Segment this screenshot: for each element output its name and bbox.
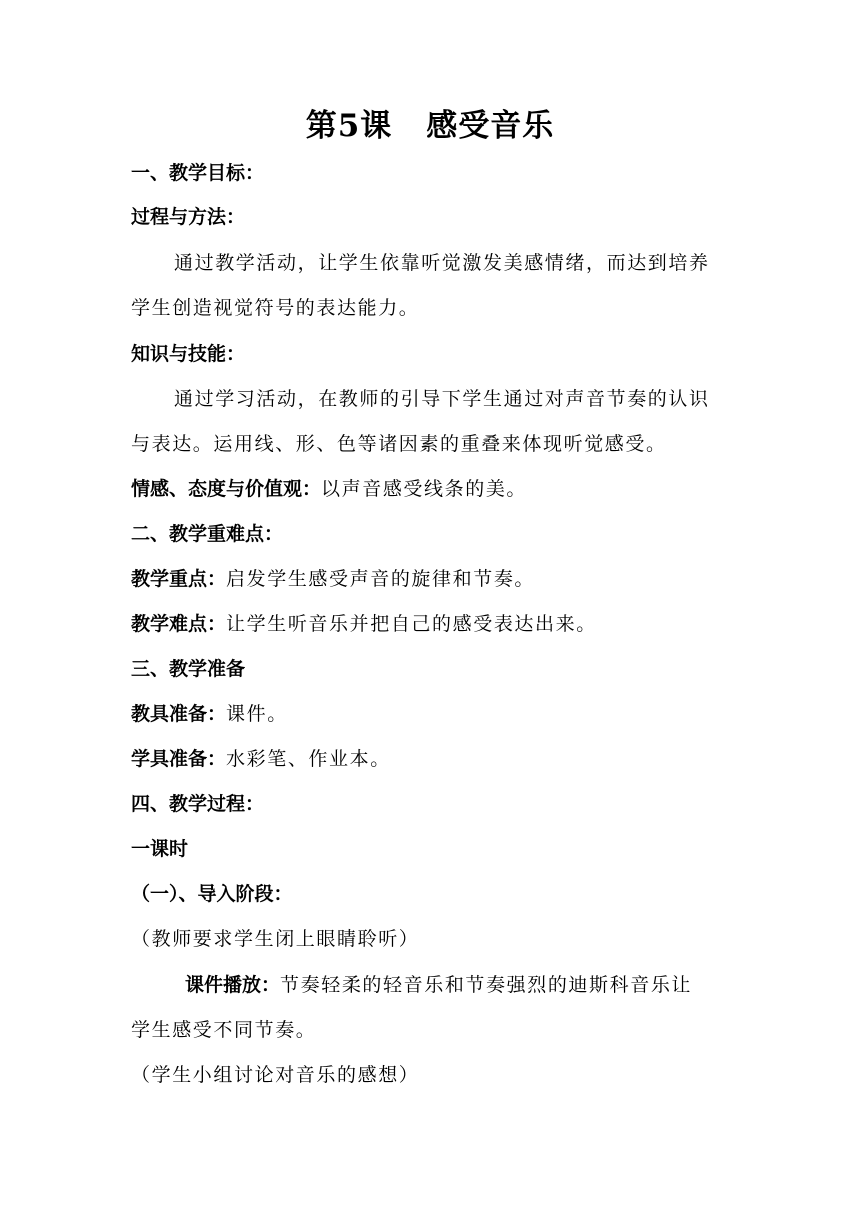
stage1-note-1: （教师要求学生闭上眼睛聆听）: [131, 928, 420, 950]
process-heading: 四、教学过程：: [131, 793, 265, 815]
page-title: [0, 104, 860, 148]
stage1-heading: （一）、导入阶段：: [131, 883, 293, 905]
student-prep-label: 学具准备：: [131, 748, 227, 770]
knowledge-skill-paragraph-line-1: 通过学习活动，在教师的引导下学生通过对声音节奏的认识: [174, 388, 710, 410]
difficulty-text: 让学生听音乐并把自己的感受表达出来。: [226, 613, 597, 635]
stage1-note-2: （学生小组讨论对音乐的感想）: [131, 1064, 420, 1086]
emotion-text: 以声音感受线条的美。: [321, 478, 528, 500]
difficulty-line: [131, 610, 731, 638]
knowledge-skill-heading: 知识与技能：: [131, 343, 246, 365]
key-points-heading: 二、教学重难点：: [131, 523, 284, 545]
knowledge-skill-paragraph-line-2: 与表达。运用线、形、色等诸因素的重叠来体现听觉感受。: [131, 433, 667, 455]
prep-heading: 三、教学准备: [131, 658, 246, 680]
lesson-topic: 感受音乐: [426, 108, 555, 144]
key-point-text: 启发学生感受声音的旋律和节奏。: [226, 568, 536, 590]
courseware-text-line-2: 学生感受不同节奏。: [131, 1019, 317, 1041]
process-method-heading: 过程与方法：: [131, 206, 246, 228]
process-method-paragraph-line-2: 学生创造视觉符号的表达能力。: [131, 297, 420, 319]
emotion-label: 情感、态度与价值观：: [131, 478, 322, 500]
emotion-line: [131, 475, 731, 503]
teacher-prep-line: [131, 700, 731, 728]
objectives-heading: 一、教学目标：: [131, 162, 265, 184]
period-label: 一课时: [131, 838, 189, 860]
key-point-label: 教学重点：: [131, 568, 227, 590]
key-point-line: [131, 565, 731, 593]
courseware-line: [185, 971, 785, 999]
student-prep-line: [131, 745, 731, 773]
courseware-text: 节奏轻柔的轻音乐和节奏强烈的迪斯科音乐让: [280, 974, 693, 996]
student-prep-text: 水彩笔、作业本。: [226, 748, 391, 770]
lesson-number: 第5课: [305, 108, 393, 144]
courseware-label: 课件播放：: [185, 974, 281, 996]
teacher-prep-text: 课件。: [226, 703, 288, 725]
process-method-paragraph-line-1: 通过教学活动，让学生依靠听觉激发美感情绪，而达到培养: [174, 252, 710, 274]
teacher-prep-label: 教具准备：: [131, 703, 227, 725]
difficulty-label: 教学难点：: [131, 613, 227, 635]
